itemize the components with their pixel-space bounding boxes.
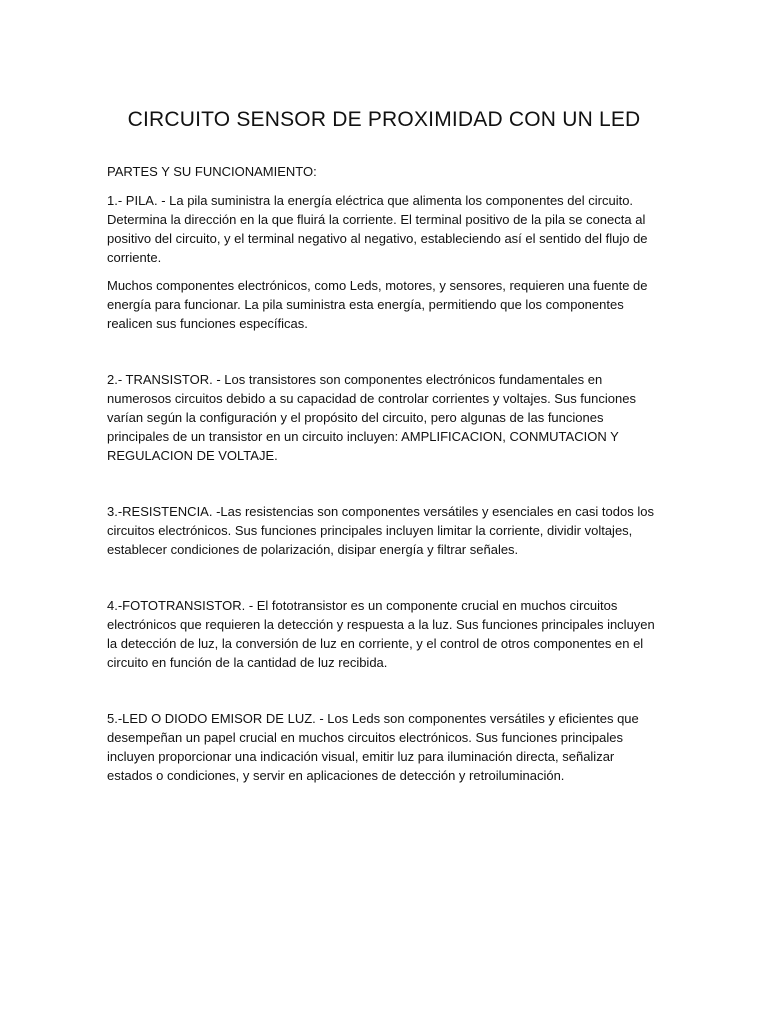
paragraph-resistencia: 3.-RESISTENCIA. -Las resistencias son componentes versátiles y esenciales en casi todos los circuitos electrónicos. Sus funciones principales incluyen limitar la corriente, dividir voltajes, establecer condiciones de polarización, disipar energía y filtrar señales. [107,504,654,557]
paragraph-transistor: 2.- TRANSISTOR. - Los transistores son componentes electrónicos fundamentales en numerosos circuitos debido a su capacidad de controlar corrientes y voltajes. Sus funciones varían según la configuración y el propósito del circuito, pero algunas de las funciones principales de un transistor en un circuito incluyen: AMPLIFICACION, CONMUTACION Y REGULACION DE VOLTAJE. [107,372,636,463]
section-spacer [107,681,663,709]
section-spacer [107,474,663,502]
section-resistencia [107,502,663,559]
section-pila [107,191,663,333]
section-led [107,709,663,785]
paragraph-led: 5.-LED O DIODO EMISOR DE LUZ. - Los Leds son componentes versátiles y eficientes que desempeñan un papel crucial en muchos circuitos electrónicos. Sus funciones principales incluyen proporcionar una indicación visual, emitir luz para iluminación directa, señalizar estados o condiciones, y servir en aplicaciones de detección y retroiluminación. [107,711,639,783]
paragraph-pila-energia: Muchos componentes electrónicos, como Leds, motores, y sensores, requieren una fuente de energía para funcionar. La pila suministra esta energía, permitiendo que los componentes realicen sus funciones específicas. [107,278,648,331]
section-spacer [107,342,663,370]
paragraph-fototransistor: 4.-FOTOTRANSISTOR. - El fototransistor es un componente crucial en muchos circuitos electrónicos que requieren la detección y respuesta a la luz. Sus funciones principales incluyen la detección de luz, la conversión de luz en corriente, y el control de otros componentes en el circuito en función de la cantidad de luz recibida. [107,598,655,670]
document-body [107,162,663,794]
document-subtitle: PARTES Y SU FUNCIONAMIENTO: [107,164,317,179]
section-fototransistor [107,596,663,672]
document-title: CIRCUITO SENSOR DE PROXIMIDAD CON UN LED [127,108,641,131]
paragraph-pila: 1.- PILA. - La pila suministra la energía eléctrica que alimenta los componentes del circuito. Determina la dirección en la que fluirá la corriente. El terminal positivo de la pila se conecta al positivo del circuito, y el terminal negativo al negativo, estableciendo así el sentido del flujo de corriente. [107,193,648,265]
section-spacer [107,568,663,596]
section-transistor [107,370,663,465]
